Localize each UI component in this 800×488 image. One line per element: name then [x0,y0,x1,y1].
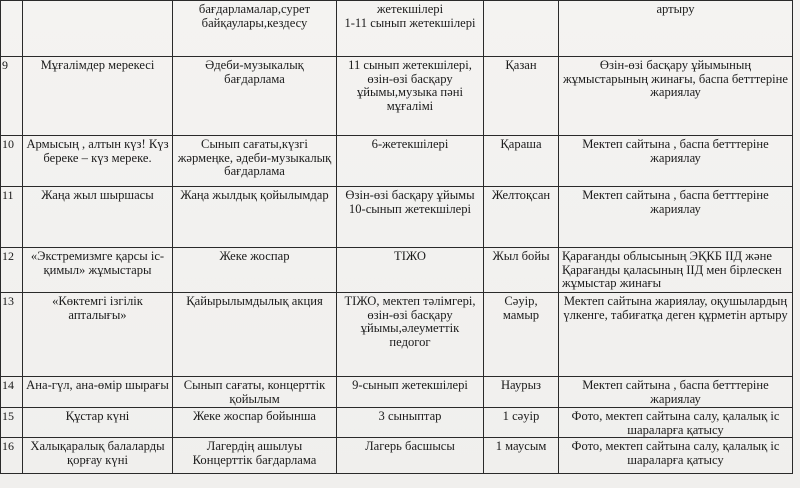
responsible: 6-жетекшілері [337,136,484,187]
event-date: Сәуір, мамыр [484,293,559,377]
table-row [1,408,793,438]
event-result: Мектеп сайтына , баспа бетттеріне жариялау [559,187,793,248]
table-row [1,57,793,136]
event-name: Ана-гүл, ана-өмір шырағы [23,377,173,408]
event-result: Өзін-өзі басқару ұйымының жұмыстарының жинағы, баспа бетттеріне жариялау [559,57,793,136]
responsible: жетекшілері 1-11 сынып жетекшілері [337,1,484,57]
event-result: Мектеп сайтына , баспа бетттеріне жариялау [559,136,793,187]
event-result: Қарағанды облысының ЭҚКБ ІІД және Қарағанды қаласының ІІД мен бірлескен жұмыстар жинағы [559,248,793,293]
table-row [1,1,793,57]
row-number: 13 [1,293,23,377]
responsible: 9-сынып жетекшілері [337,377,484,408]
row-number: 11 [1,187,23,248]
responsible: Өзін-өзі басқару ұйымы 10-сынып жетекшілері [337,187,484,248]
responsible: ТІЖО [337,248,484,293]
event-form: Сынып сағаты,күзгі жәрмеңке, әдеби-музыкалық бағдарлама [173,136,337,187]
row-number: 9 [1,57,23,136]
event-form: Лагердің ашылуы Концерттік бағдарлама [173,438,337,474]
event-result: артыру [559,1,793,57]
event-form: Сынып сағаты, концерттік қойылым [173,377,337,408]
table-row [1,136,793,187]
row-number: 15 [1,408,23,438]
row-number: 12 [1,248,23,293]
event-date: Наурыз [484,377,559,408]
row-number: 14 [1,377,23,408]
event-date [484,1,559,57]
event-form: Қайырылымдылық акция [173,293,337,377]
table-row [1,293,793,377]
event-name: «Экстремизмге қарсы іс-қимыл» жұмыстары [23,248,173,293]
event-date: Желтоқсан [484,187,559,248]
event-name: Құстар күні [23,408,173,438]
event-result: Фото, мектеп сайтына салу, қалалық іс шараларға қатысу [559,438,793,474]
event-form: Жаңа жылдық қойылымдар [173,187,337,248]
table-row [1,248,793,293]
event-result: Мектеп сайтына , баспа бетттеріне жариялау [559,377,793,408]
event-name: «Көктемгі ізгілік апталығы» [23,293,173,377]
responsible: ТІЖО, мектеп тәлімгері, өзін-өзі басқару ұйымы,әлеуметтік педогог [337,293,484,377]
event-date: Қараша [484,136,559,187]
event-form: Жеке жоспар бойынша [173,408,337,438]
table-row [1,377,793,408]
event-name: Жаңа жыл шыршасы [23,187,173,248]
row-number: 16 [1,438,23,474]
event-form: Әдеби-музыкалық бағдарлама [173,57,337,136]
event-form: Жеке жоспар [173,248,337,293]
event-result: Мектеп сайтына жариялау, оқушылардың үлкенге, табиғатқа деген құрметін артыру [559,293,793,377]
event-result: Фото, мектеп сайтына салу, қалалық іс шараларға қатысу [559,408,793,438]
event-date: 1 сәуір [484,408,559,438]
responsible: 3 сыныптар [337,408,484,438]
event-form: бағдарламалар,сурет байқаулары,кездесу [173,1,337,57]
table-row [1,187,793,248]
event-date: Қазан [484,57,559,136]
row-number [1,1,23,57]
event-name [23,1,173,57]
row-number: 10 [1,136,23,187]
event-date: 1 маусым [484,438,559,474]
responsible: 11 сынып жетекшілері, өзін-өзі басқару ұйымы,музыка пәні мұғалімі [337,57,484,136]
event-name: Халықаралық балаларды қорғау күні [23,438,173,474]
responsible: Лагерь басшысы [337,438,484,474]
event-name: Армысың , алтын күз! Күз береке – күз мереке. [23,136,173,187]
event-name: Мұғалімдер мерекесі [23,57,173,136]
table-row [1,438,793,474]
event-date: Жыл бойы [484,248,559,293]
